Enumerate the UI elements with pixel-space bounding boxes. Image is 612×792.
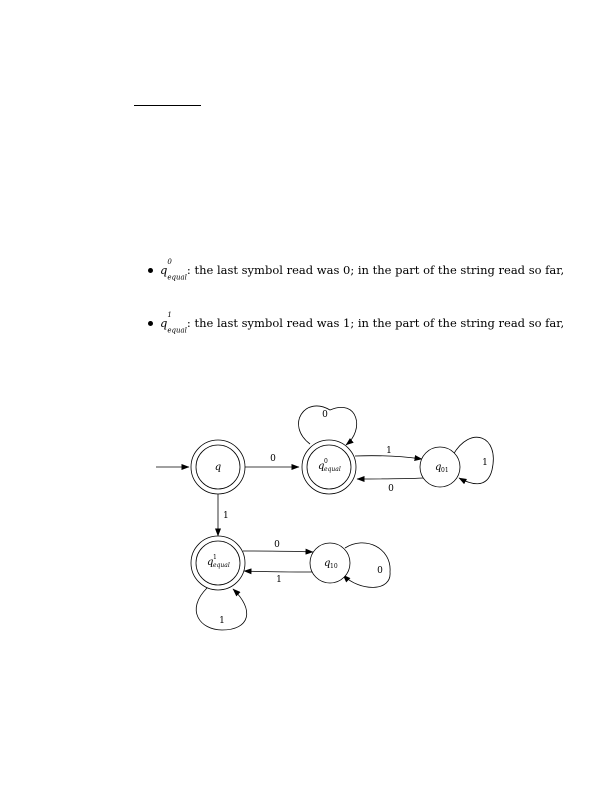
- edge-label-q-qe0: 0: [270, 454, 276, 464]
- edge-label-qe1-self: 1: [219, 616, 225, 626]
- state-q: [191, 440, 245, 494]
- state-qequal1: [191, 536, 245, 590]
- edge-label-q01-self: 1: [482, 458, 488, 468]
- bullet-text: : the last symbol read was 1; in the part of the string read so far,: [186, 315, 565, 330]
- edge-label-qe0-self: 0: [322, 410, 328, 420]
- edge-qe0-q01: [355, 456, 422, 459]
- state-sup-qe0: 0: [324, 458, 328, 465]
- edge-label-qe1-q10: 0: [274, 540, 280, 550]
- bullet-text: : the last symbol read was 0; in the part of the string read so far,: [186, 262, 565, 277]
- state-label-q10: q: [324, 558, 331, 569]
- state-label-qe0: q: [318, 461, 325, 472]
- state-q01: [420, 447, 460, 487]
- edge-label-q01-qe0: 0: [388, 484, 394, 494]
- edge-q01-qe0: [357, 478, 424, 479]
- state-sub-q10: 10: [330, 563, 338, 570]
- edge-qe1-q10: [243, 551, 313, 552]
- edge-q10-qe1: [244, 571, 316, 572]
- edge-label-q10-self: 0: [377, 566, 383, 576]
- edge-label-q-qe1: 1: [223, 511, 229, 521]
- state-label-qe1: q: [207, 557, 214, 568]
- state-sub-qe1: equal: [213, 562, 230, 569]
- state-q10: [310, 543, 350, 583]
- state-label-q: q: [214, 462, 222, 473]
- state-sup-qe1: 1: [213, 554, 217, 561]
- state-qequal0: [302, 440, 356, 494]
- state-symbol: $q^0$ $_{equal}$: [160, 258, 187, 282]
- state-sub-q01: 01: [441, 467, 449, 474]
- edge-label-q10-qe1: 1: [276, 575, 282, 585]
- state-label-q01: q: [435, 462, 442, 473]
- edge-label-qe0-q01: 1: [386, 446, 392, 456]
- state-sub-qe0: equal: [324, 466, 341, 473]
- state-symbol: $q^1$ $_{equal}$: [160, 311, 187, 335]
